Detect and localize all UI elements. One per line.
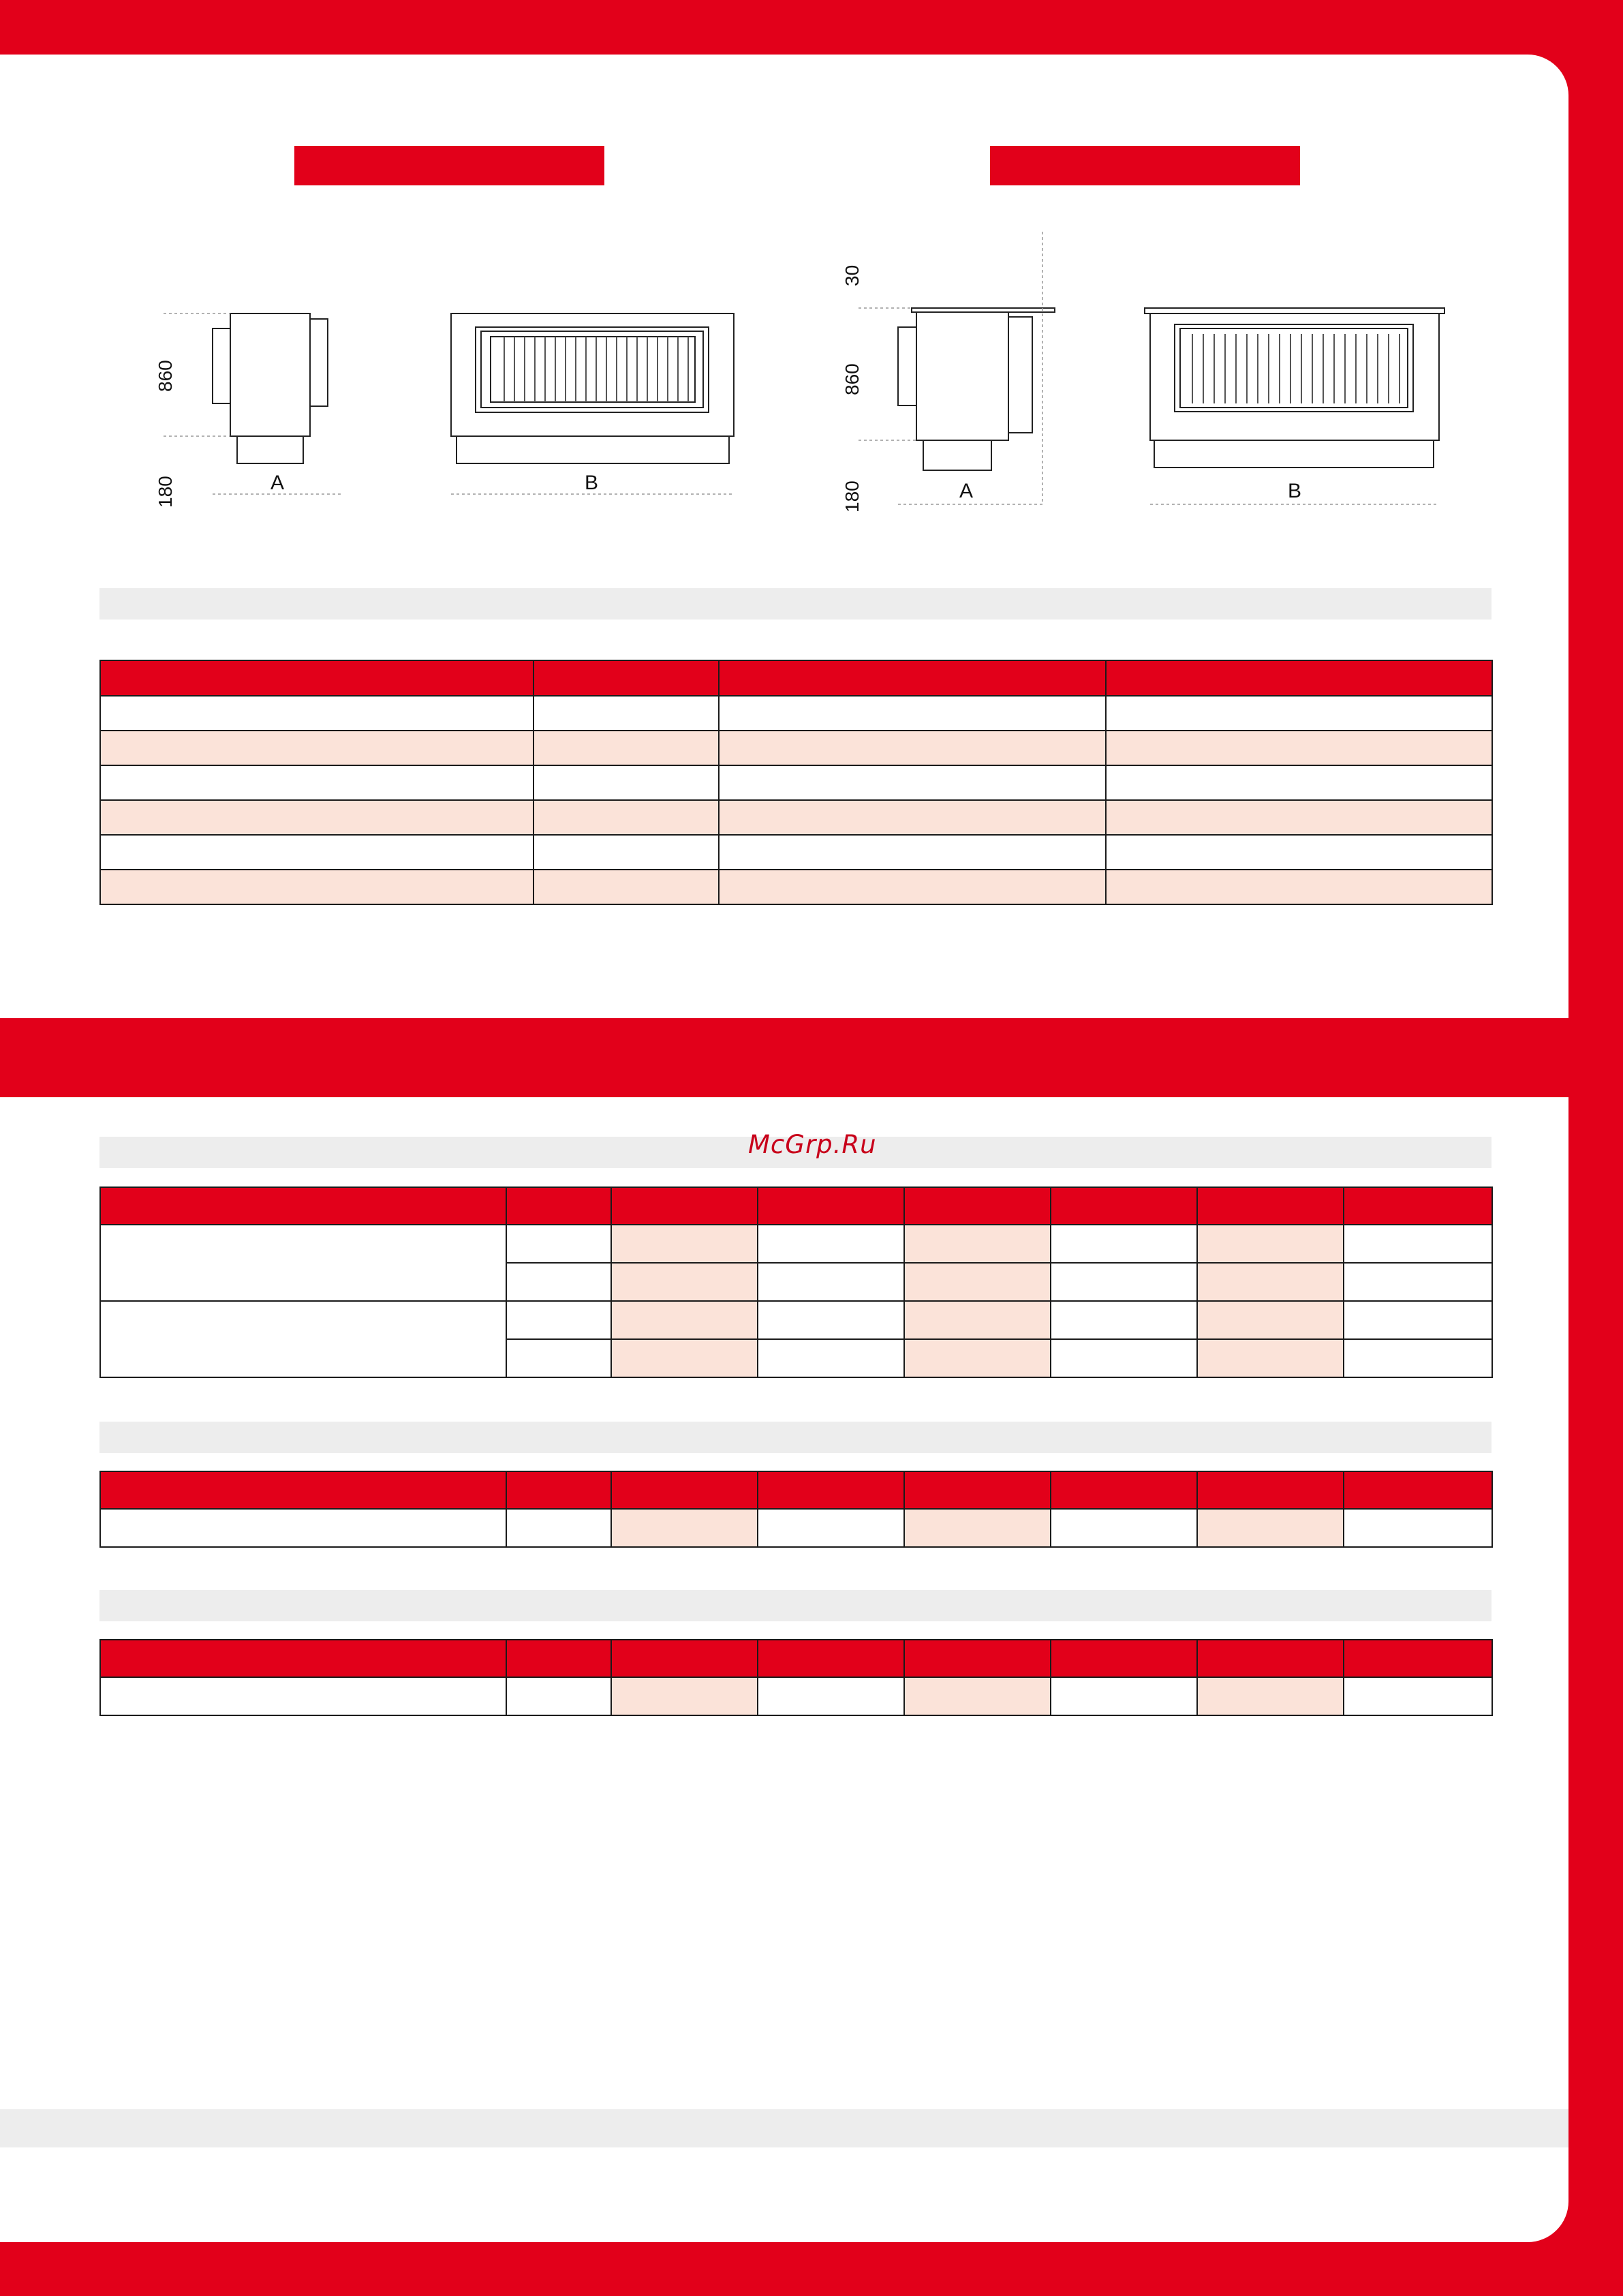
table-row (100, 1509, 1492, 1547)
model-title-bar-right (990, 146, 1300, 185)
dim-height-left: 860 (155, 360, 176, 392)
table-header-row (100, 660, 1492, 696)
table-row (100, 765, 1492, 800)
table-row (100, 835, 1492, 870)
table-row (100, 696, 1492, 731)
table-row (100, 731, 1492, 765)
spec-table-2 (99, 1471, 1493, 1548)
table-row (100, 800, 1492, 835)
dimension-drawing-right (818, 225, 1479, 525)
footer-band (0, 2109, 1568, 2147)
dim-base-left: 180 (155, 476, 176, 508)
dim-b-left: B (585, 472, 599, 494)
table-header-row (100, 1187, 1492, 1225)
section-band-table-3 (99, 1590, 1491, 1621)
section-band-dimensions (99, 588, 1491, 619)
table-header-row (100, 1640, 1492, 1677)
performance-table (99, 1187, 1493, 1378)
table-row (100, 1301, 1492, 1339)
dimension-drawing-left (136, 286, 749, 518)
dim-top-right: 30 (841, 264, 863, 286)
section-band-table-2 (99, 1422, 1491, 1453)
watermark: McGrp.Ru (748, 1130, 877, 1159)
table-row (100, 1225, 1492, 1263)
table-header-row (100, 1471, 1492, 1509)
dim-base-right: 180 (841, 480, 863, 512)
dim-height-right: 860 (841, 363, 863, 395)
spec-table-3 (99, 1639, 1493, 1716)
table-row (100, 1677, 1492, 1715)
dim-a-left: A (270, 472, 285, 494)
dim-b-right: B (1288, 480, 1302, 502)
dimensions-table (99, 660, 1493, 905)
model-title-bar-left (294, 146, 604, 185)
dim-a-right: A (959, 480, 974, 502)
table-row (100, 870, 1492, 904)
